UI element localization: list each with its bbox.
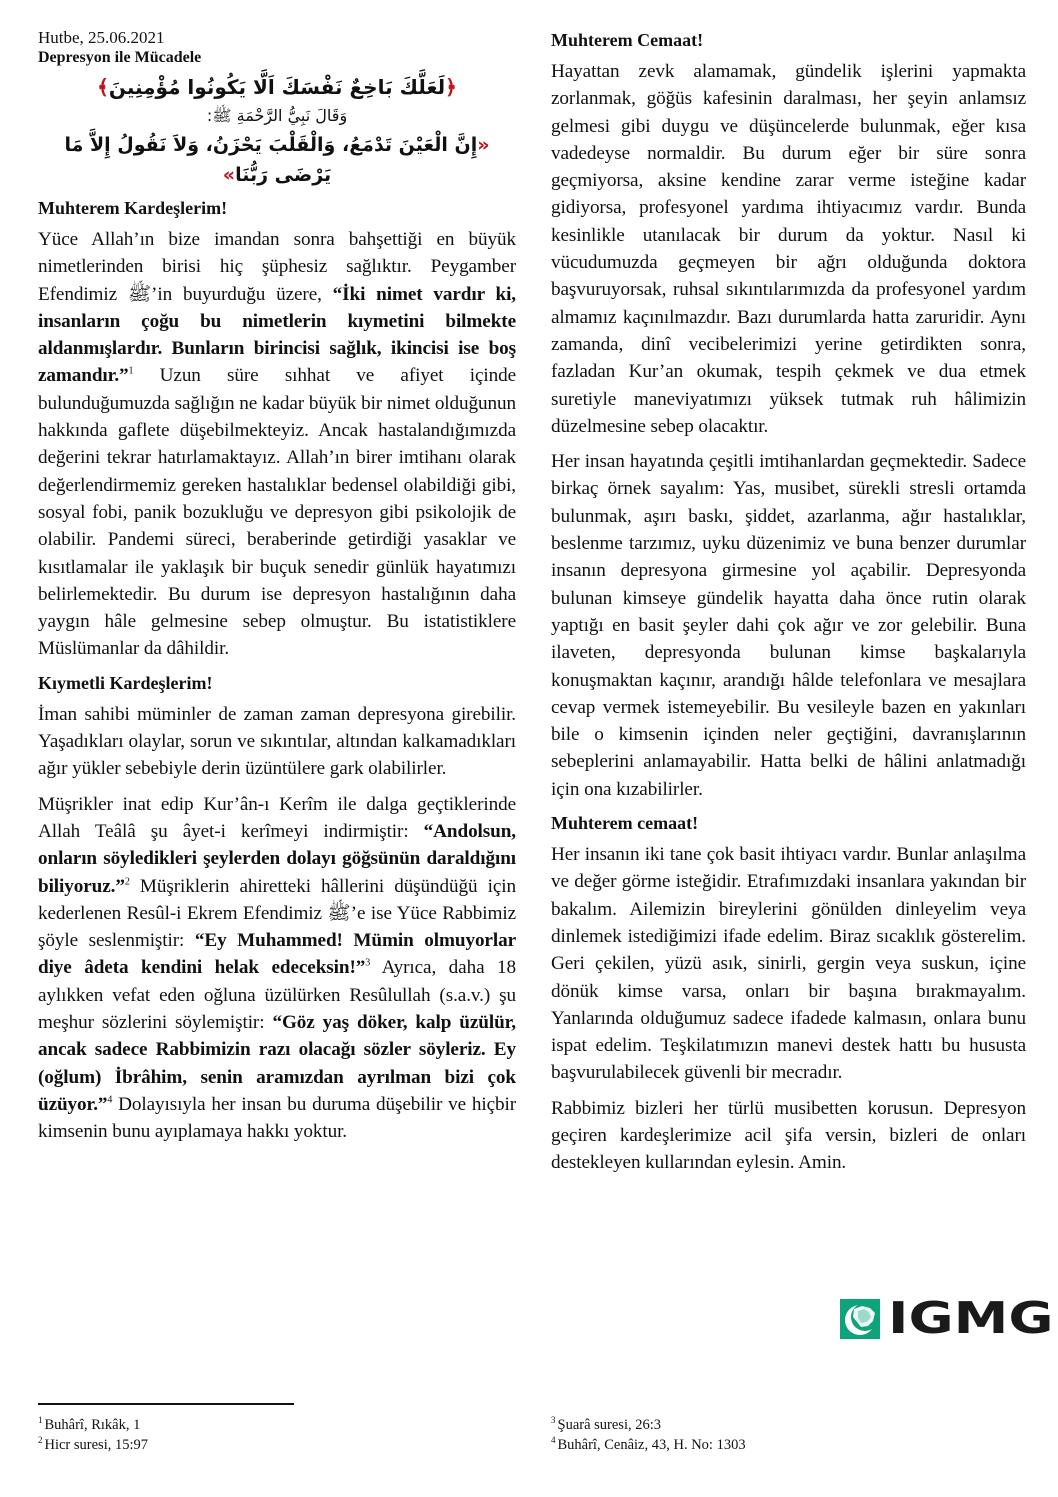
footnote-ref[interactable]: 4	[107, 1094, 113, 1106]
footnote-item	[551, 1415, 746, 1435]
section-heading-kiymetli-kardeslerim: Kıymetli Kardeşlerim!	[38, 672, 213, 693]
right-column	[551, 28, 1026, 1185]
footnote-number: 1	[38, 1415, 43, 1426]
footnote-text: Hicr suresi, 15:97	[44, 1437, 148, 1453]
paragraph: Her insanın iki tane çok basit ihtiyacı vardır. Bunlar anlaşılma ve değer görme isteğidir. Etrafımızdaki insanlara yakından bir bakalım. Ailemizin bireylerini gönülden dinleyelim veya dinlemek istediğimizi ifade edelim. Biraz sıcaklık gösterelim. Geri çekilen, yüzü asık, sinirli, gergin veya suskun, içine dönük kimse varsa, onları bir başına bırakmayalım. Yanlarında olduğumuz sadece ifadede kalmasın, onlara bunu ispat edelim. Teşkilatımızın manevi destek hattı bu hususta başvurulabilecek güvenli bir mecradır.	[551, 844, 1026, 1084]
paragraph-text: Ayrıca, daha 18 aylıkken vefat eden oğluna üzülürken Resûlullah (s.a.v.) şu meşhur sözlerini söylemiştir:	[38, 957, 516, 1034]
paragraph: İman sahibi müminler de zaman zaman depresyona girebilir. Yaşadıkları olaylar, sorun ve sıkıntılar, altından kalkamadıkları ağır yükler sebebiyle derin üzüntülere gark olabilirler.	[38, 703, 516, 780]
verse-quote: “Ey Muhammed! Mümin olmuyorlar diye âdeta kendini helak edeceksin!”	[38, 930, 516, 979]
footnote-text: Buhârî, Rıkâk, 1	[44, 1417, 141, 1433]
section-heading-muhterem-cemaat-2: Muhterem cemaat!	[551, 813, 699, 834]
logo-text: IGMG	[888, 1293, 1054, 1344]
arabic-hadith-text: إِنَّ الْعَيْنَ تَدْمَعُ، وَالْقَلْبَ يَحْزَنُ، وَلاَ نَقُولُ إِلاَّ مَا يَرْضَى رَبُّنَا	[64, 134, 478, 186]
hadith-quote: “İki nimet vardır ki, insanların çoğu bu nimetlerin kıymetini bilmekte aldanmışlardır. Bunların birincisi sağlık, ikincisi ise boş zamandır.”	[38, 283, 516, 387]
footnotes-right	[551, 1415, 746, 1455]
crescent-map-icon	[840, 1299, 880, 1339]
paragraph-text: Müşrikler inat edip Kur’ân-ı Kerîm ile dalga geçtiklerinde Allah Teâlâ şu âyet-i kerîmeyi indirmiştir:	[38, 793, 516, 842]
quote-close-icon: »	[222, 164, 236, 186]
section-heading-muhterem-kardeslerim: Muhterem Kardeşlerim!	[38, 198, 228, 218]
paragraph	[38, 226, 516, 663]
footnote-item	[38, 1435, 148, 1455]
arabic-verse-text: لَعَلَّكَ بَاخِعٌ نَفْسَكَ اَلَّا يَكُونُوا مُؤْمِنِينَ	[108, 75, 446, 99]
footnote-divider	[38, 1403, 294, 1405]
sermon-title: Depresyon ile Mücadele	[38, 49, 202, 66]
footnote-text: Buhârî, Cenâiz, 43, H. No: 1303	[557, 1437, 746, 1453]
paragraph-text: Yüce Allah’ın bize imandan sonra bahşettiği en büyük nimetlerinden birisi hiç şüphesiz sağlıktır. Peygamber Efendimiz ﷺ’in buyurduğu üzere,	[38, 229, 516, 305]
quote-open-icon: «	[477, 134, 490, 156]
footnote-ref[interactable]: 2	[124, 876, 130, 888]
paragraph-text: Dolayısıyla her insan bu duruma düşebilir ve hiçbir kimsenin bunu ayıplamaya hakkı yoktur.	[38, 1093, 516, 1143]
footnote-number: 4	[551, 1435, 556, 1446]
paragraph: Hayattan zevk alamamak, gündelik işlerini yapmakta zorlanmak, göğüs kafesinin daralması, her şeyin anlamsız gelmesi gibi duygu ve düşüncelerde bulunmak, eğer kısa vadedeyse normaldir. Bu durum eğer bir süre sonra geçmiyorsa, aksine kendine zarar verme isteğine kadar gidiyorsa, profesyonel yardıma ihtiyacımız vardır. Bunda kesinlikle utanılacak bir durum da yoktur. Nasıl ki vücudumuzda geçmeyen bir ağrı olduğunda doktora başvuruyorsak, ruhsal sıkıntılarımızda da profesyonel yardım almamız kaçınılmazdır. Bazı durumlarda hatta zaruridir. Aynı zamanda, dinî vecibelerimizi yerine getirdikten sonra, fazladan Kur’an okumak, tespih çekmek ve dua etmek suretiyle maneviyatımızı yüksek tutmak ruh hâlimizin düzelmesine sebep olacaktır.	[551, 61, 1026, 437]
paragraph-text: Uzun süre sıhhat ve afiyet içinde bulunduğumuzda sağlığın ne kadar büyük bir nimet olduğunun hakkında gaflete düşebilmekteyiz. Ancak hastalandığımızda değerini tekrar hatırlamaktayız. Allah’ın birer imtihanı olarak değerlendirmemiz gereken hastalıklar bedensel olabildiği gibi, sosyal fobi, panik bozukluğu ve depresyon gibi psikolojik de olabilir. Pandemi süreci, beraberinde getirdiği yasaklar ve kısıtlamalar ile yaklaşık bir buçuk senedir günlük hayatımızı belirlemektedir. Bu durum ise depresyon hastalığının daha yaygın hâle gelmesine sebep olmuştur. Bu istatistiklere Müslümanlar da dâhildir.	[38, 365, 516, 660]
footnote-item	[38, 1415, 148, 1435]
arabic-intro: وَقَالَ نَبِيُّ الرَّحْمَةِ ﷺ:	[206, 106, 348, 125]
hadith-quote: “Göz yaş döker, kalp üzülür, ancak sadece Rabbimizin razı olacağı sözler söyleriz. Ey (oğlum) İbrâhim, senin aramızdan ayrılman bizi çok üzüyor.”	[38, 1012, 516, 1115]
section-heading-muhterem-cemaat: Muhterem Cemaat!	[551, 30, 704, 50]
paragraph-text: Müşriklerin ahiretteki hâllerini düşündüğü için kederlenen Resûl-i Ekrem Efendimiz ﷺ’e ise Yüce Rabbimiz şöyle seslenmiştir:	[38, 875, 516, 952]
left-column	[38, 28, 516, 1154]
footnotes-left	[38, 1415, 148, 1455]
paragraph: Rabbimiz bizleri her türlü musibetten korusun. Depresyon geçiren kardeşlerimize acil şifa versin, bizleri de onları destekleyen kullarından eylesin. Amin.	[551, 1097, 1026, 1174]
footnote-number: 2	[38, 1435, 43, 1446]
paragraph	[38, 791, 516, 1146]
arabic-hadith	[38, 130, 516, 190]
footnote-ref[interactable]: 1	[128, 366, 134, 378]
footnote-item	[551, 1435, 746, 1455]
arabic-verse	[38, 72, 516, 102]
footnote-number: 3	[551, 1415, 556, 1426]
footnote-ref[interactable]: 3	[365, 958, 371, 970]
paragraph: Her insan hayatında çeşitli imtihanlardan geçmektedir. Sadece birkaç örnek sayalım: Yas, musibet, sürekli stresli ortamda bulunmak, aşırı baskı, şiddet, azarlanma, ağır hastalıklar, beslenme tarzımız, uyku düzenimiz ve buna benzer durumlar insanın depresyona girmesine yol açabilir. Depresyonda bulunan kimseye gündelik hayatta daha önce rutin olarak yaptığı en basit şeyler dahi çok ağır ve zor gelebilir. Buna ilaveten, depresyonda bulunan kimse başkalarıyla konuşmaktan kaçınır, arandığı hâlde telefonlara ve mesajlara cevap vermek istemeyebilir. Bu vesileyle bazen en yakınları bile o kimsenin içinden neler geçtiğini, davranışlarının sebeplerini anlamayabilir. Hatta belki de hâlini anlatmadığı için ona kızabilirler.	[551, 451, 1026, 800]
igmg-logo	[840, 1293, 1054, 1344]
ornament-open-icon: ﴿	[445, 75, 457, 99]
sermon-date: Hutbe, 25.06.2021	[38, 28, 165, 47]
ornament-close-icon: ﴾	[97, 75, 109, 99]
verse-quote: “Andolsun, onların söyledikleri şeylerden dolayı göğsünün daraldığını biliyoruz.”	[38, 820, 516, 897]
footnote-text: Şuarâ suresi, 26:3	[557, 1417, 661, 1433]
